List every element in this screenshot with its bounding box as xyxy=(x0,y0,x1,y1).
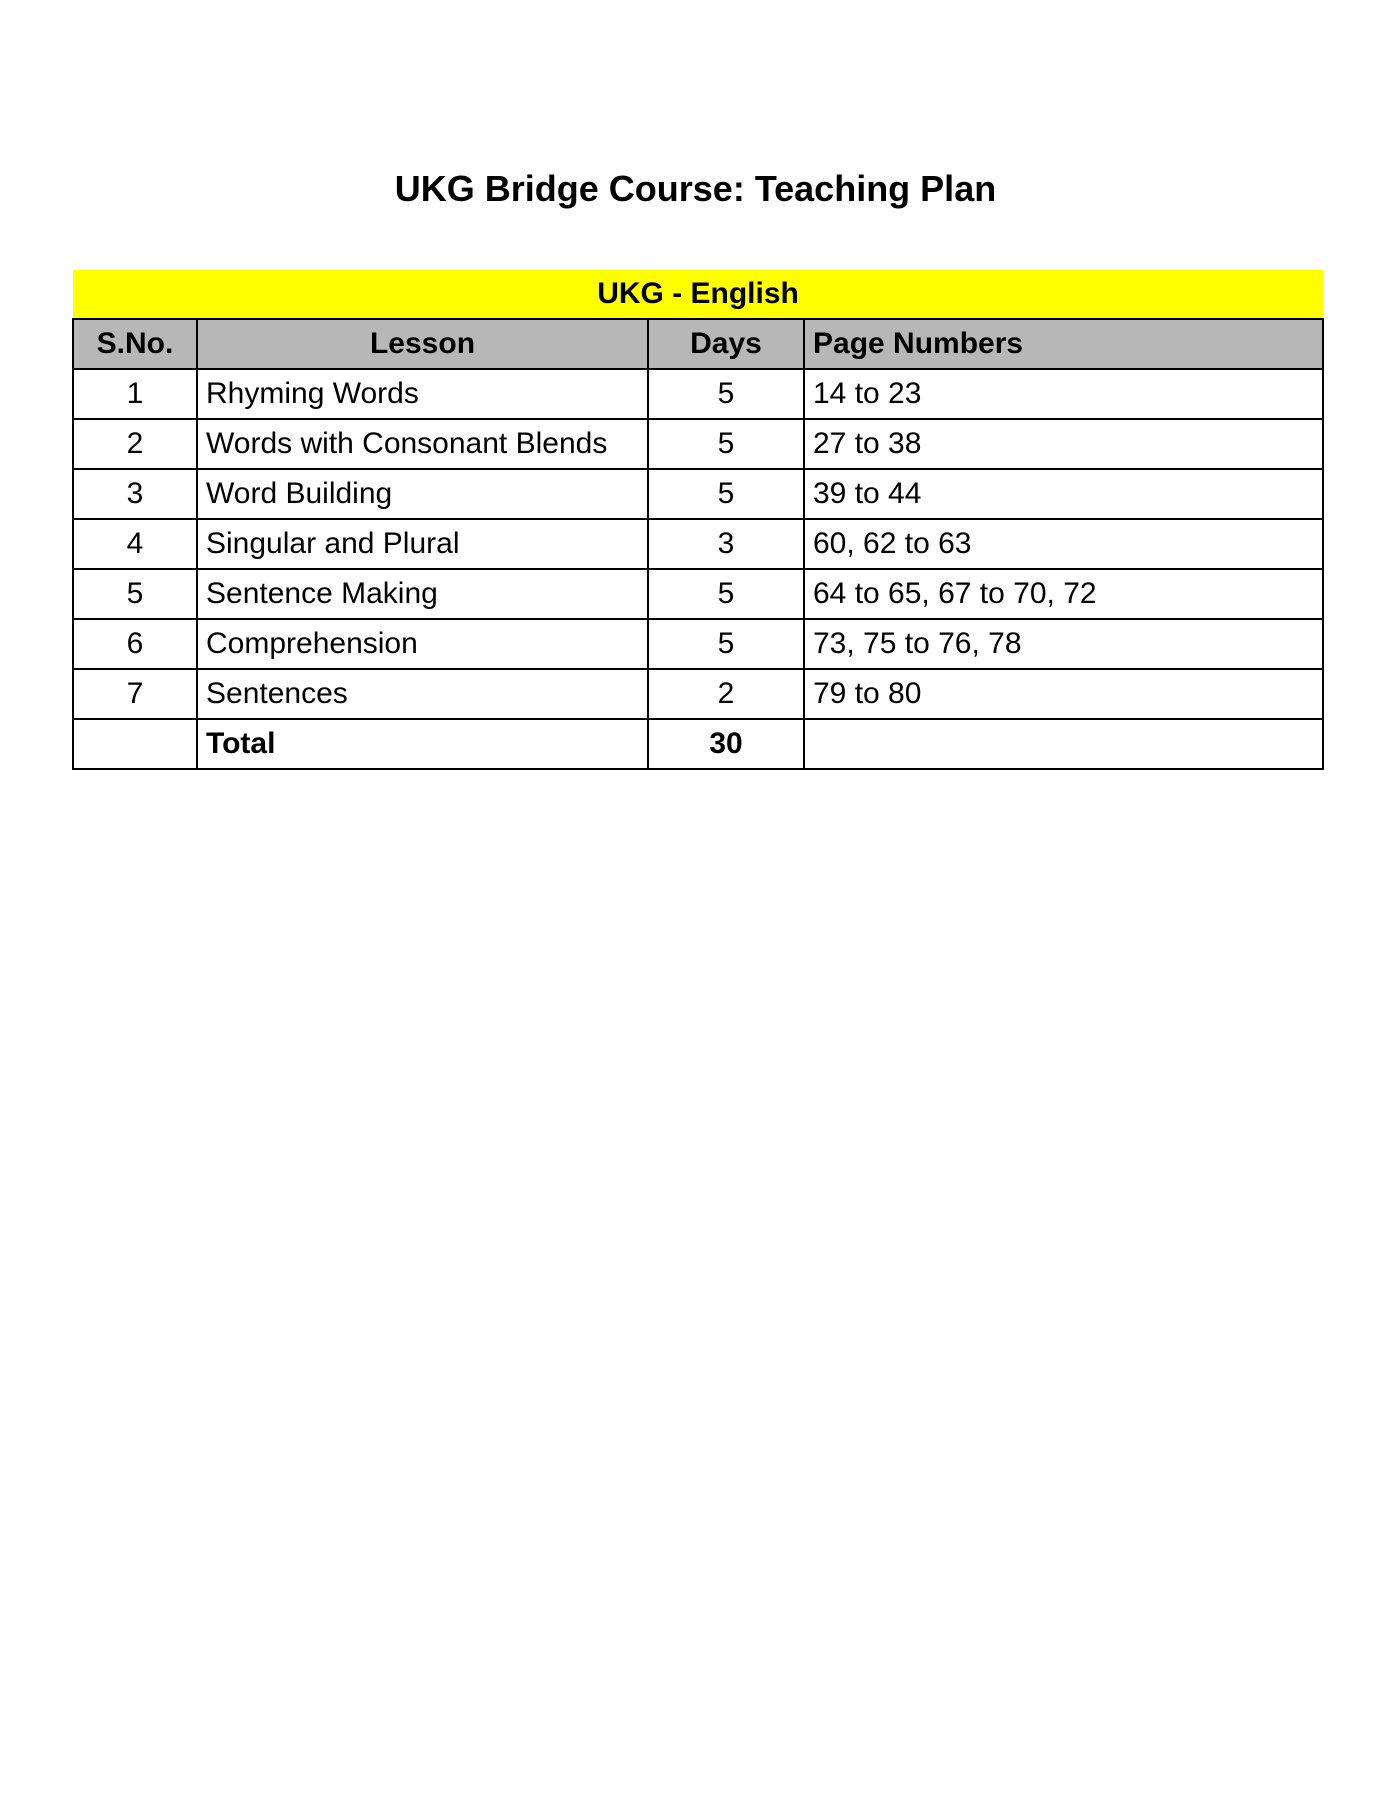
row-sno: 6 xyxy=(73,619,197,669)
table-row xyxy=(73,569,1323,619)
column-header-lesson: Lesson xyxy=(197,319,648,369)
table-row xyxy=(73,419,1323,469)
row-days: 3 xyxy=(648,519,804,569)
row-pages: 14 to 23 xyxy=(804,369,1323,419)
row-days: 5 xyxy=(648,569,804,619)
table-row xyxy=(73,469,1323,519)
row-pages: 79 to 80 xyxy=(804,669,1323,719)
table-row xyxy=(73,519,1323,569)
column-header-sno: S.No. xyxy=(73,319,197,369)
total-pages xyxy=(804,719,1323,769)
row-lesson: Words with Consonant Blends xyxy=(197,419,648,469)
row-days: 2 xyxy=(648,669,804,719)
row-days: 5 xyxy=(648,369,804,419)
row-pages: 64 to 65, 67 to 70, 72 xyxy=(804,569,1323,619)
column-header-row xyxy=(73,319,1323,369)
page-title: UKG Bridge Course: Teaching Plan xyxy=(394,168,997,209)
row-sno: 5 xyxy=(73,569,197,619)
section-label: UKG - English xyxy=(73,270,1323,319)
column-header-days: Days xyxy=(648,319,804,369)
row-pages: 73, 75 to 76, 78 xyxy=(804,619,1323,669)
row-sno: 7 xyxy=(73,669,197,719)
row-pages: 39 to 44 xyxy=(804,469,1323,519)
row-days: 5 xyxy=(648,469,804,519)
row-pages: 27 to 38 xyxy=(804,419,1323,469)
row-lesson: Word Building xyxy=(197,469,648,519)
row-days: 5 xyxy=(648,419,804,469)
row-lesson: Singular and Plural xyxy=(197,519,648,569)
row-lesson: Sentence Making xyxy=(197,569,648,619)
total-label: Total xyxy=(197,719,648,769)
total-row xyxy=(73,719,1323,769)
row-sno: 4 xyxy=(73,519,197,569)
row-pages: 60, 62 to 63 xyxy=(804,519,1323,569)
section-header-row xyxy=(73,270,1323,319)
total-sno xyxy=(73,719,197,769)
column-header-pages: Page Numbers xyxy=(804,319,1323,369)
total-days: 30 xyxy=(648,719,804,769)
table-row xyxy=(73,669,1323,719)
row-sno: 2 xyxy=(73,419,197,469)
row-days: 5 xyxy=(648,619,804,669)
table-row xyxy=(73,369,1323,419)
row-sno: 1 xyxy=(73,369,197,419)
table-row xyxy=(73,619,1323,669)
row-lesson: Comprehension xyxy=(197,619,648,669)
row-sno: 3 xyxy=(73,469,197,519)
row-lesson: Sentences xyxy=(197,669,648,719)
row-lesson: Rhyming Words xyxy=(197,369,648,419)
teaching-plan-table xyxy=(72,270,1324,770)
